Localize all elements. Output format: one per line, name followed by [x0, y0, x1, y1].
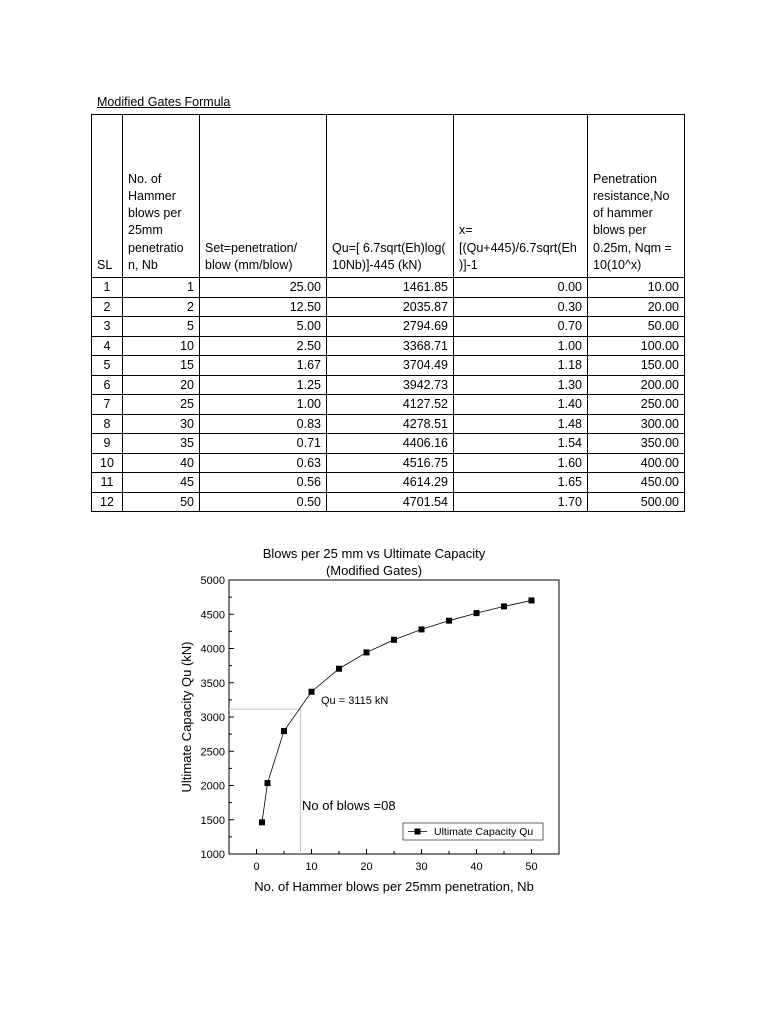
legend-marker [415, 829, 421, 835]
table-cell: 20 [123, 375, 200, 395]
table-cell: 1.48 [454, 414, 588, 434]
table-row [92, 434, 685, 454]
y-tick-label: 5000 [200, 575, 225, 587]
y-axis-label: Ultimate Capacity Qu (kN) [179, 641, 194, 793]
table-cell: 12 [92, 492, 123, 512]
table-cell: 30 [123, 414, 200, 434]
legend-label: Ultimate Capacity Qu [434, 826, 534, 838]
table-cell: 45 [123, 473, 200, 493]
table-cell: 250.00 [588, 395, 685, 415]
table-cell: 300.00 [588, 414, 685, 434]
x-axis-label: No. of Hammer blows per 25mm penetration, Nb [254, 879, 534, 894]
table-cell: 35 [123, 434, 200, 454]
table-row [92, 414, 685, 434]
table-cell: 350.00 [588, 434, 685, 454]
header-penetration-resistance: Penetration resistance,No of hammer blows per 0.25m, Nqm = 10(10^x) [588, 115, 685, 278]
y-tick-label: 1000 [200, 849, 225, 861]
table-row [92, 297, 685, 317]
x-tick-label: 0 [253, 861, 260, 873]
data-point [501, 603, 507, 609]
table-cell: 15 [123, 356, 200, 376]
table-cell: 400.00 [588, 453, 685, 473]
table-cell: 450.00 [588, 473, 685, 493]
table-cell: 3704.49 [327, 356, 454, 376]
table-cell: 200.00 [588, 375, 685, 395]
table-cell: 50.00 [588, 317, 685, 337]
table-cell: 1 [92, 278, 123, 298]
header-sl: SL [92, 115, 123, 278]
table-cell: 3942.73 [327, 375, 454, 395]
chart-svg [160, 538, 560, 903]
table-cell: 1.00 [200, 395, 327, 415]
table-cell: 3368.71 [327, 336, 454, 356]
table-cell: 150.00 [588, 356, 685, 376]
chart-subtitle: (Modified Gates) [325, 563, 423, 578]
table-cell: 2.50 [200, 336, 327, 356]
table-cell: 3 [92, 317, 123, 337]
header-x: x= [(Qu+445)/6.7sqrt(Eh )]-1 [454, 115, 588, 278]
table-cell: 1.67 [200, 356, 327, 376]
data-point [474, 610, 480, 616]
x-tick-label: 40 [470, 861, 483, 873]
table-cell: 4614.29 [327, 473, 454, 493]
table-cell: 0.00 [454, 278, 588, 298]
y-tick-label: 4500 [200, 609, 225, 622]
table-cell: 0.50 [200, 492, 327, 512]
header-qu: Qu=[ 6.7sqrt(Eh)log( 10Nb)]-445 (kN) [327, 115, 454, 278]
table-cell: 0.70 [454, 317, 588, 337]
table-cell: 5 [92, 356, 123, 376]
x-tick-label: 20 [360, 861, 373, 873]
table-cell: 10 [92, 453, 123, 473]
x-tick-label: 30 [415, 861, 428, 873]
table-cell: 2 [92, 297, 123, 317]
table-header-row [92, 115, 685, 278]
y-tick-label: 3000 [200, 712, 225, 724]
y-tick-label: 2000 [200, 780, 225, 793]
table-cell: 5 [123, 317, 200, 337]
table-cell: 25.00 [200, 278, 327, 298]
table-cell: 1.40 [454, 395, 588, 415]
table-cell: 4406.16 [327, 434, 454, 454]
table-cell: 0.63 [200, 453, 327, 473]
table-cell: 1.00 [454, 336, 588, 356]
table-row [92, 395, 685, 415]
table-cell: 11 [92, 473, 123, 493]
table-body [92, 278, 685, 512]
table-cell: 6 [92, 375, 123, 395]
table-cell: 0.83 [200, 414, 327, 434]
table-cell: 4516.75 [327, 453, 454, 473]
table-cell: 9 [92, 434, 123, 454]
x-tick-label: 50 [525, 861, 538, 873]
table-cell: 1.30 [454, 375, 588, 395]
gates-formula-table [91, 114, 685, 512]
series-line-ultimate-capacity [262, 600, 532, 822]
table-cell: 20.00 [588, 297, 685, 317]
data-point [281, 728, 287, 734]
table-row [92, 278, 685, 298]
legend [403, 823, 543, 840]
data-point [391, 637, 397, 643]
chart-title: Blows per 25 mm vs Ultimate Capacity [262, 546, 486, 561]
table-cell: 2035.87 [327, 297, 454, 317]
document-title: Modified Gates Formula [97, 95, 231, 109]
header-set: Set=penetration/ blow (mm/blow) [200, 115, 327, 278]
y-tick-label: 3500 [200, 677, 225, 690]
table-cell: 4278.51 [327, 414, 454, 434]
table-row [92, 336, 685, 356]
annotation-blows: No of blows =08 [302, 798, 396, 813]
table-cell: 2794.69 [327, 317, 454, 337]
table-cell: 12.50 [200, 297, 327, 317]
table-row [92, 473, 685, 493]
table-cell: 500.00 [588, 492, 685, 512]
table-row [92, 492, 685, 512]
capacity-chart [160, 538, 560, 903]
table-cell: 4127.52 [327, 395, 454, 415]
table-cell: 0.30 [454, 297, 588, 317]
table-cell: 1.18 [454, 356, 588, 376]
data-point [364, 649, 370, 655]
table-cell: 10 [123, 336, 200, 356]
table-cell: 10.00 [588, 278, 685, 298]
table-cell: 4701.54 [327, 492, 454, 512]
table-cell: 1461.85 [327, 278, 454, 298]
annotation-qu: Qu = 3115 kN [321, 695, 389, 707]
table-cell: 1 [123, 278, 200, 298]
table-cell: 50 [123, 492, 200, 512]
y-tick-label: 2500 [200, 746, 225, 759]
data-point [336, 666, 342, 672]
data-point [259, 819, 265, 825]
y-tick-label: 1500 [200, 814, 225, 827]
data-point [265, 780, 271, 786]
data-point [309, 689, 315, 695]
data-point [419, 626, 425, 632]
table-cell: 1.65 [454, 473, 588, 493]
table-cell: 25 [123, 395, 200, 415]
table-cell: 2 [123, 297, 200, 317]
table-cell: 1.70 [454, 492, 588, 512]
header-blows: No. of Hammer blows per 25mm penetratio n, Nb [123, 115, 200, 278]
table-cell: 100.00 [588, 336, 685, 356]
table-cell: 1.25 [200, 375, 327, 395]
table-cell: 5.00 [200, 317, 327, 337]
table-cell: 7 [92, 395, 123, 415]
data-point [529, 597, 535, 603]
table-cell: 0.71 [200, 434, 327, 454]
x-tick-label: 10 [305, 861, 318, 873]
table-cell: 0.56 [200, 473, 327, 493]
data-point [446, 618, 452, 624]
table-row [92, 356, 685, 376]
table-cell: 8 [92, 414, 123, 434]
table-row [92, 317, 685, 337]
table-cell: 40 [123, 453, 200, 473]
table-row [92, 453, 685, 473]
table-cell: 1.54 [454, 434, 588, 454]
table-cell: 1.60 [454, 453, 588, 473]
table-cell: 4 [92, 336, 123, 356]
y-tick-label: 4000 [200, 643, 225, 656]
table-row [92, 375, 685, 395]
